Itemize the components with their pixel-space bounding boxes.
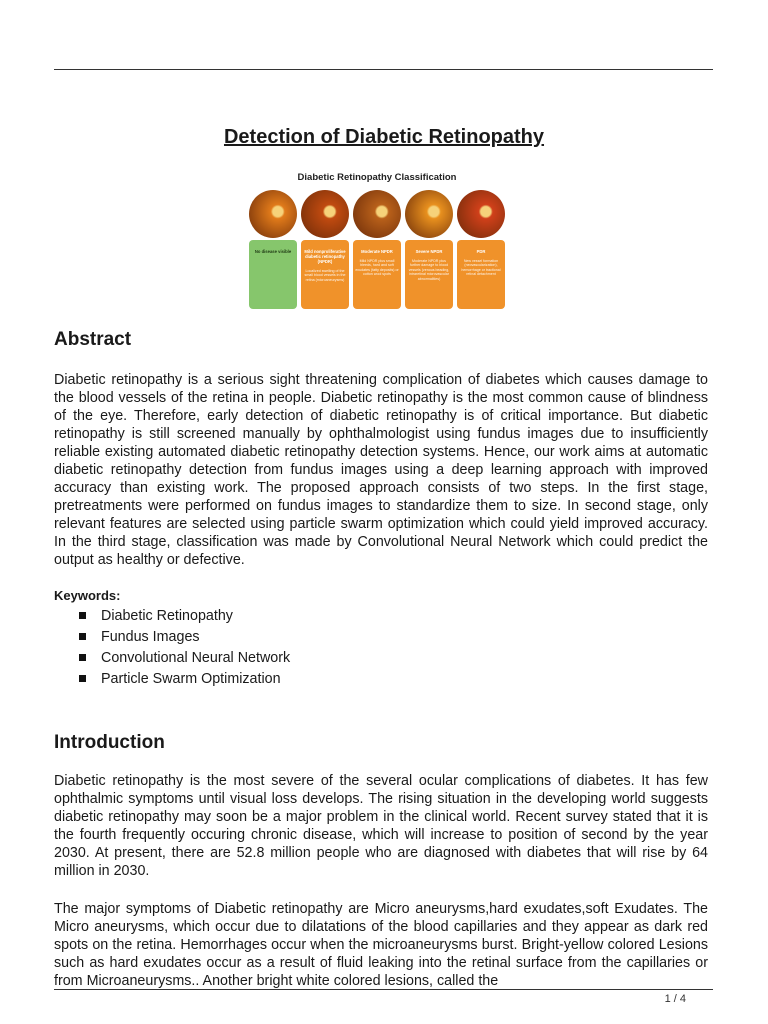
introduction-heading: Introduction — [54, 732, 165, 753]
keywords-list — [78, 607, 290, 691]
fundus-image — [301, 190, 349, 238]
figure-title: Diabetic Retinopathy Classification — [297, 172, 457, 183]
introduction-paragraph-2: The major symptoms of Diabetic retinopathy are Micro aneurysms,hard exudates,soft Exudates. The Micro aneurysms, which occur due to dilatations of the blood capillaries and they appear as dark red spots on the retina. Hemorrhages occur when the microaneurysms burst. Bright-yellow colored Lesions such as hard exudates occur as a result of fluid leaking into the retinal surface from the capillaries or from Microaneurysms.. Another bright white colored lesions, called the — [54, 901, 708, 989]
fundus-image — [405, 190, 453, 238]
document-title: Detection of Diabetic Retinopathy — [223, 126, 545, 148]
stage-description: Moderate NPDR plus further damage to blood vessels (venous beading, intraretinal microvascular abnormalities) — [408, 259, 450, 281]
stage-label: No disease visible — [254, 249, 292, 254]
stage-label: Moderate NPDR — [361, 249, 393, 254]
classification-figure — [245, 168, 509, 312]
stage-description: Localized swelling of the small blood vessels in the retina (microaneurysms) — [304, 269, 346, 282]
fundus-image — [353, 190, 401, 238]
stage-label: PDR — [476, 249, 486, 254]
footer-rule — [54, 989, 713, 990]
stage-card — [405, 240, 453, 309]
stage-card — [457, 240, 505, 309]
list-item: Particle Swarm Optimization — [78, 670, 290, 691]
stage-description: New vessel formation (neovascularization), hemorrhage or tractional retinal detachment — [461, 259, 501, 277]
page-number: 1 / 4 — [664, 993, 686, 1005]
bullet-icon — [79, 612, 86, 619]
header-rule — [54, 69, 713, 70]
stage-card — [353, 240, 401, 309]
stage-card — [249, 240, 297, 309]
stage-card — [301, 240, 349, 309]
bullet-icon — [79, 633, 86, 640]
list-item: Convolutional Neural Network — [78, 649, 290, 670]
keywords-label: Keywords: — [54, 588, 121, 603]
abstract-text: Diabetic retinopathy is a serious sight threatening complication of diabetes which causes damage to the blood vessels of the retina in people. Diabetic retinopathy is the most common cause of blindness of the eye. Therefore, early detection of diabetic retinopathy is of critical importance. But diabetic retinopathy is still screened manually by ophthalmologist using fundus images due to insufficiently reliable existing automated diabetic retinopathy detection systems. Hence, our work aims at automatic diabetic retinopathy detection from fundus images using a deep learning approach with improved accuracy than existing work. The proposed approach consists of two steps. In the first stage, pretreatments were performed on fundus images to standardize them to size. In second stage, only relevant features are selected using particle swarm optimization which could yield improved accuracy. In the third stage, classification was made by Convolutional Neural Network which could predict the output as healthy or defective. — [54, 372, 708, 568]
list-item: Fundus Images — [78, 628, 290, 649]
bullet-icon — [79, 675, 86, 682]
fundus-image — [249, 190, 297, 238]
stage-label: Severe NPDR — [415, 249, 443, 254]
stage-label: Mild nonproliferative diabetic retinopathy (NPDR) — [304, 249, 346, 264]
stage-description: Mild NPDR plus small bleeds, hard and soft exudates (fatty deposits) or cotton wool spots — [355, 259, 399, 277]
fundus-image — [457, 190, 505, 238]
list-item: Diabetic Retinopathy — [78, 607, 290, 628]
introduction-paragraph-1: Diabetic retinopathy is the most severe of the several ocular complications of diabetes. It has few ophthalmic symptoms until visual loss develops. The rising situation in the developing world suggests diabetic retinopathy may soon be a major problem in the clinical world. Recent survey stated that it is the fourth frequently occuring chronic disease, which will increase to position of second by the year 2030. At present, there are 52.8 million people who are diagnosed with diabetes that will rise by 64 million in 2030. — [54, 773, 708, 879]
abstract-heading: Abstract — [54, 329, 132, 350]
bullet-icon — [79, 654, 86, 661]
